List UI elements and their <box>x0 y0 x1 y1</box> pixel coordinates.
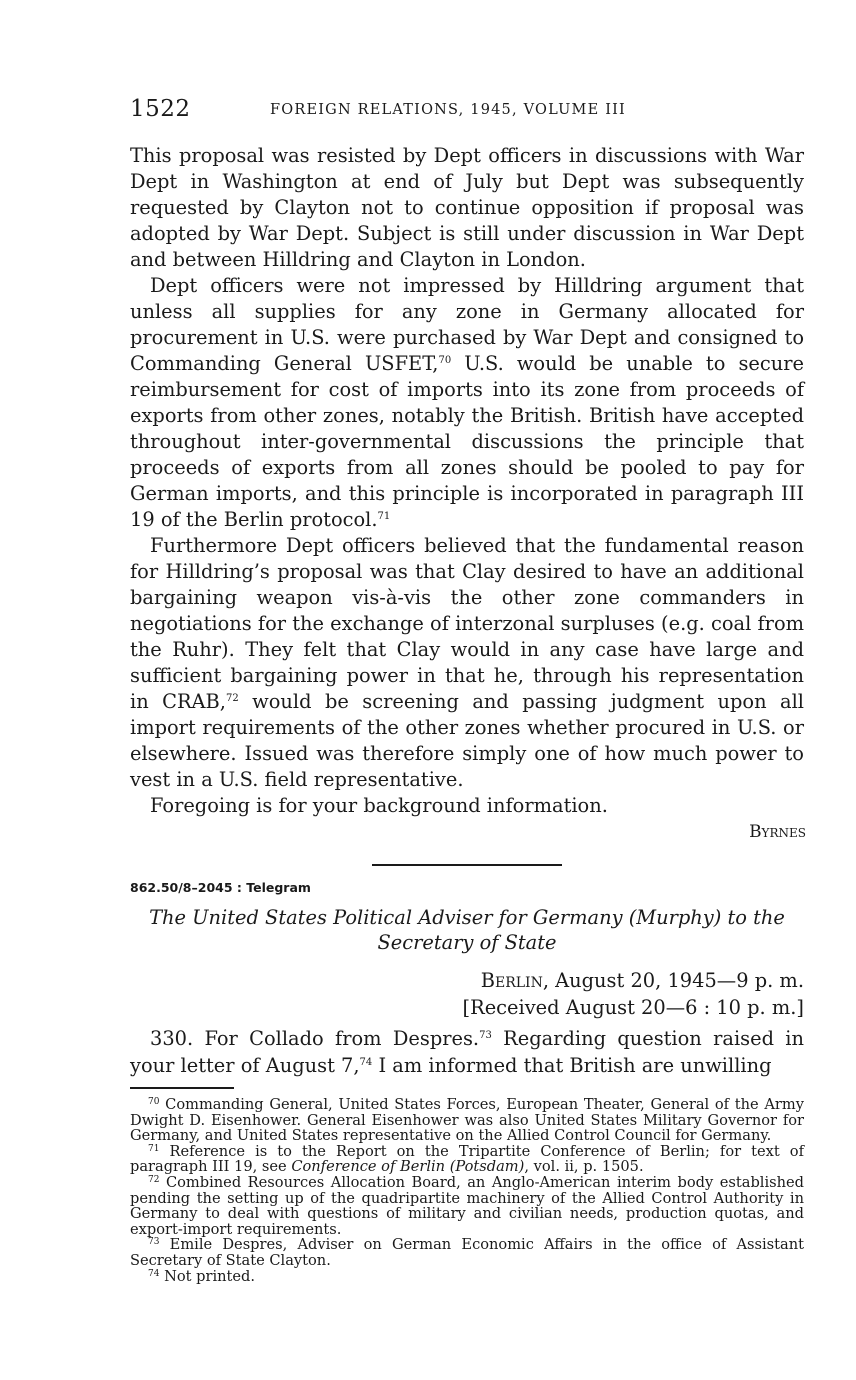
received-line: [Received August 20—6 : 10 p. m.] <box>462 996 804 1019</box>
paragraph: Furthermore Dept officers believed that the fundamental reason for Hilldring’s proposal was that Clay desired to have an additional bargaining weapon vis-à-vis the other zone commanders in negotiations for the exchange of interzonal surpluses (e.g. coal from the Ruhr). They felt that Clay would in any case have large and sufficient bargaining power in that he, through his representation in CRAB,$^{72}$ would be screening and passing judgment upon all import requirements of the other zones whether procured in U.S. or elsewhere. Issued was therefore simply one of how much power to vest in a U.S. field representative. <box>130 534 804 791</box>
document-title: The United States Political Adviser for Germany (Murphy) to the Secretary of State <box>149 906 785 954</box>
document-page <box>130 96 804 1284</box>
document-separator <box>372 864 562 866</box>
footnote-ref[interactable]: 74 <box>359 1057 373 1068</box>
footnote-ref[interactable]: 71 <box>377 511 391 522</box>
date-time: , August 20, 1945—9 p. m. <box>542 969 804 992</box>
paragraph: This proposal was resisted by Dept officers in discussions with War Dept in Washington at end of July but Dept was subsequently requested by Clayton not to continue opposition if proposal was adopted by War Dept. Subject is still under discussion in War Dept and between Hilldring and Clayton in London. <box>130 144 804 271</box>
footnote: $^{72}$ Combined Resources Allocation Board, an Anglo-American interim body established pending the setting up of the quadripartite machinery of the Allied Control Authority in Germany to deal with questions of military and civilian needs, production quotas, and export-import requirements. <box>130 1173 805 1238</box>
footnote: $^{74}$ Not printed. <box>148 1267 256 1285</box>
footnote: $^{71}$ Reference is to the Report on the Tripartite Conference of Berlin; for text of paragraph III 19, see Conference of Berlin (Potsdam), vol. ii, p. 1505. <box>130 1142 804 1176</box>
footnote-ref[interactable]: 73 <box>479 1030 492 1041</box>
footnotes <box>130 1097 804 1284</box>
paragraph: 330. For Collado from Despres.$^{73}$ Regarding question raised in your letter of August 7,74 I am informed that British are unwilling <box>130 1027 804 1077</box>
place: Berlin <box>480 969 543 992</box>
page-header <box>130 96 804 130</box>
previous-document-text <box>130 143 804 845</box>
paragraph: Foregoing is for your background information. <box>150 794 608 817</box>
footnote: $^{73}$ Emile Despres, Adviser on German Economic Affairs in the office of Assistant Secretary of State Clayton. <box>130 1236 804 1269</box>
file-reference: 862.50/8–2045 : Telegram <box>130 880 311 895</box>
telegram-body <box>130 1025 804 1079</box>
citation: Conference of Berlin (Potsdam) <box>291 1158 525 1176</box>
dateline <box>130 967 804 994</box>
paragraph: Dept officers were not impressed by Hilldring argument that unless all supplies for any zone in Germany allocated for procurement in U.S. were purchased by War Dept and consigned to Commanding General USFET,$^{70}$ U.S. would be unable to secure reimbursement for cost of imports into its zone from proceeds of exports from other zones, notably the British. British have accepted throughout inter-governmental discussions the principle that proceeds of exports from all zones should be pooled to pay for German imports, and this principle is incorporated in paragraph III 19 of the Berlin protocol.$^{71}$ <box>130 274 804 531</box>
footnote-separator <box>130 1087 234 1089</box>
footnote-ref[interactable]: 72 <box>225 693 239 704</box>
footnote-ref[interactable]: 70 <box>438 355 452 366</box>
page-number: 1522 <box>130 96 191 122</box>
signature: Byrnes <box>749 822 806 842</box>
running-head: FOREIGN RELATIONS, 1945, VOLUME III <box>270 102 626 118</box>
footnote: $^{70}$ Commanding General, United States Forces, European Theater, General of the Army Dwight D. Eisenhower. General Eisenhower was also United States Military Governor for Germany, and United States representative on the Allied Control Council for Germany. <box>130 1096 804 1145</box>
